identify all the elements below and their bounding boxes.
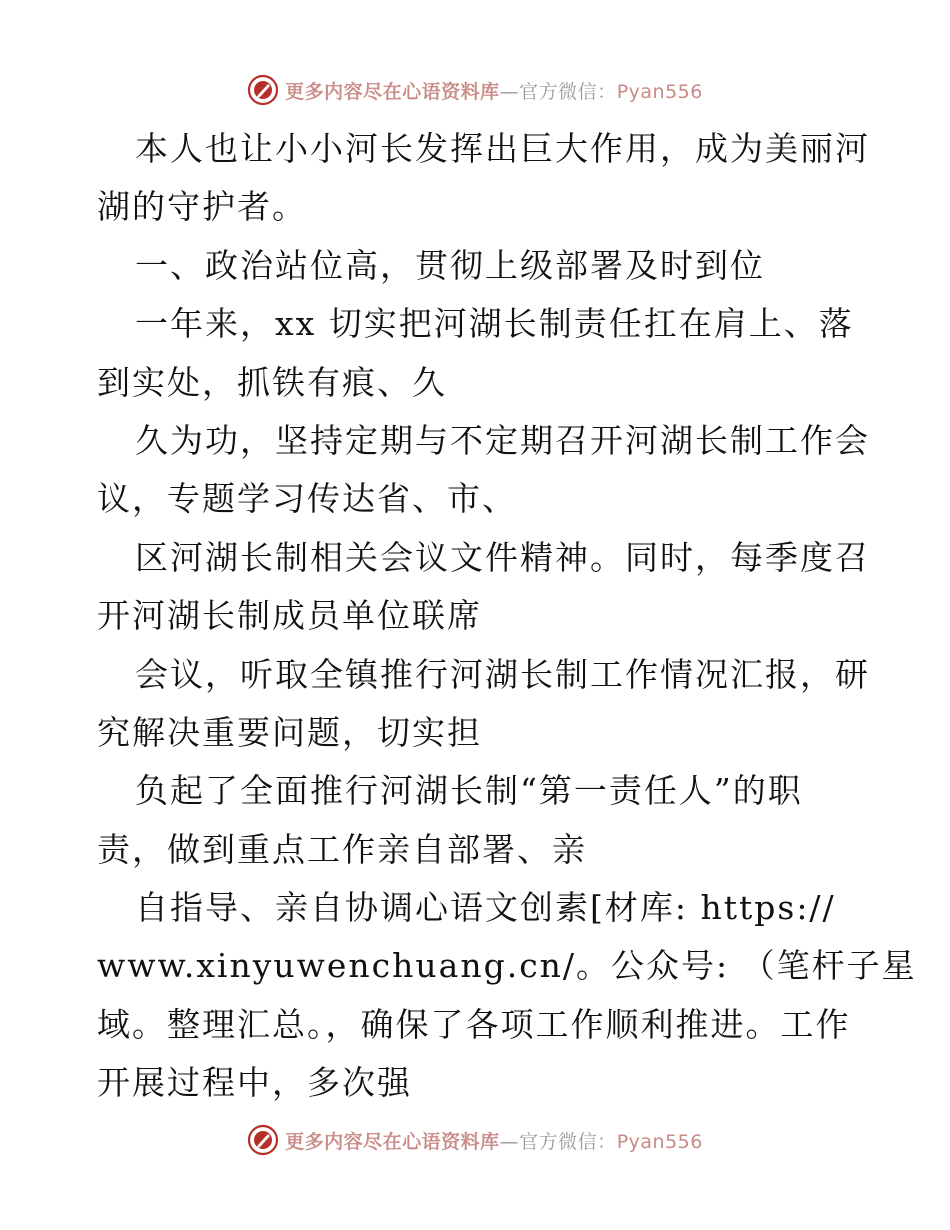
text-line: 自指导、亲自协调心语文创素[材库: https:// [135, 888, 836, 928]
pen-logo-icon [247, 1124, 279, 1156]
watermark-dash: — [499, 1130, 520, 1153]
text-line: 负起了全面推行河湖长制“第一责任人”的职 [135, 771, 803, 811]
watermark-account-id: Pyan556 [616, 1130, 703, 1153]
pen-logo-icon [247, 74, 279, 106]
watermark-dash: — [499, 80, 520, 103]
text-line: 责，做到重点工作亲自部署、亲 [97, 829, 587, 869]
text-line: 究解决重要问题，切实担 [97, 712, 482, 752]
watermark-main-text: 更多内容尽在心语资料库 [285, 80, 500, 103]
text-line: 会议，听取全镇推行河湖长制工作情况汇报，研 [135, 654, 870, 694]
text-line: 本人也让小小河长发挥出巨大作用，成为美丽河 [135, 129, 870, 168]
text-line: 开展过程中，多次强 [97, 1063, 412, 1103]
text-line: www.xinyuwenchuang.cn/。公众号: （笔杆子星 [97, 946, 917, 986]
text-line: 久为功，坚持定期与不定期召开河湖长制工作会 [135, 420, 870, 460]
document-body [97, 120, 917, 1113]
text-line: 到实处，抓铁有痕、久 [97, 362, 447, 402]
text-line: 域。整理汇总。，确保了各项工作顺利推进。工作 [97, 1004, 851, 1044]
text-line: 议，专题学习传达省、市、 [97, 479, 517, 519]
text-line: 一年来，xx 切实把河湖长制责任扛在肩上、落 [135, 304, 854, 344]
text-line: 区河湖长制相关会议文件精神。同时，每季度召 [135, 537, 870, 577]
footer-watermark [0, 1120, 950, 1160]
text-line: 湖的守护者。 [97, 187, 307, 227]
header-watermark [0, 70, 950, 110]
watermark-main-text: 更多内容尽在心语资料库 [285, 1130, 500, 1153]
text-line: 开河湖长制成员单位联席 [97, 596, 482, 636]
watermark-account-id: Pyan556 [616, 80, 703, 103]
section-heading: 一、政治站位高，贯彻上级部署及时到位 [135, 245, 765, 285]
watermark-account-label: 官方微信： [519, 80, 617, 103]
watermark-account-label: 官方微信： [519, 1130, 617, 1153]
